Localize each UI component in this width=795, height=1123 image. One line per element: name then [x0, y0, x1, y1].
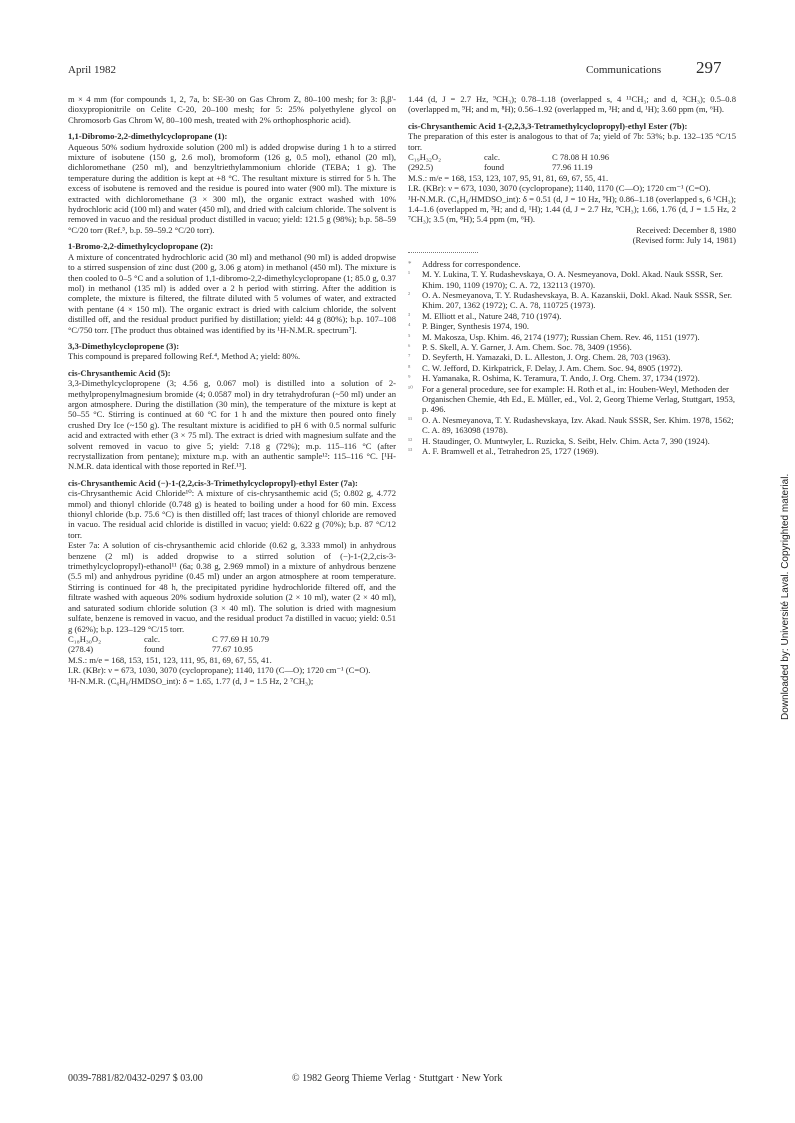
reference-item [408, 436, 736, 446]
reference-text: C. W. Jefford, D. Kirkpatrick, F. Delay, J. Am. Chem. Soc. 94, 8905 (1972). [422, 362, 683, 373]
body-paragraph: Aqueous 50% sodium hydroxide solution (200 ml) is added dropwise during 1 h to a stirred mixture of isobutene (150 g, 2.6 mol), bromoform (126 g, 0.5 mol), ethanol (20 ml), dichloromethane (250 ml), and benzyltriethylammonium chloride (TEBA; 1 g). The temperature during the addition is kept at +8 °C. The resultant mixture is stirred for 5 h. The excess of isobutene is removed and the residue is poured into water (900 ml). The mixture is extracted with dichloromethane (3 × 300 ml), the organic extract washed with 10% hydrochloric acid (100 ml) and water (450 ml), and dried with calcium chloride. The solvent is removed in vacuo and the residual product distilled in vacuo; yield: 121.5 g (98%); b.p. 58–59 °C/20 torr (Ref.⁵, b.p. 59–59.2 °C/20 torr). [68, 141, 396, 235]
reference-text: M. Y. Lukina, T. Y. Rudashevskaya, O. A. Nesmeyanova, Dokl. Akad. Nauk SSSR, Ser. Khim. 190, 1109 (1970); C. A. 72, 132113 (1970). [422, 269, 723, 290]
body-paragraph: ¹H-N.M.R. (C₆H₆/HMDSO_int): δ = 1.65, 1.77 (d, J = 1.5 Hz, 2 ⁷CH₃); [68, 675, 314, 686]
reference-text: P. Binger, Synthesis 1974, 190. [422, 321, 530, 332]
reference-item [408, 332, 736, 342]
analysis-row [408, 152, 736, 162]
page-number: 297 [696, 58, 722, 77]
body-paragraph: ¹H-N.M.R. (C₆H₆/HMDSO_int): δ = 0.51 (d, J = 10 Hz, ⁹H); 0.86–1.18 (overlapped s, 6 ¹CH₃); 1.4–1.6 (overlapped m, ³H; and d, ¹H); 1.44 (d, J = 2.7 Hz, ⁹CH₃); 1.66, 1.76 (d, J = 1.5 Hz, 2 ⁷CH₃); 3.5 (m, ⁸H); 5.4 ppm (m, ⁶H). [408, 193, 736, 225]
left-column [68, 94, 396, 686]
reference-number: ⁶ [408, 342, 411, 351]
download-watermark [768, 400, 791, 720]
reference-list [408, 259, 736, 457]
body-paragraph: Ester 7a: A solution of cis-chrysanthemic acid chloride (0.62 g, 3.333 mmol) in anhydrous benzene (2 ml) is added dropwise to a stirred solution of (−)-1-(2,2,cis-3-trimethylcyclopropyl)-ethanol¹¹ (6a; 0.38 g, 2.969 mmol) in a mixture of anhydrous benzene (5.5 ml) and anhydrous pyridine (0.45 ml) under an argon atmosphere at room temperature. Stirring is continued for 48 h, the precipitated pyridine hydrochloride filtered off, and the filtrate washed with aqueous 20% sodium hydroxide solution (2 × 10 ml), water (2 × 40 ml), and saturated sodium chloride solution (3 × 40 ml). The solution is dried with magnesium sulfate, benzene is removed in vacuo, and the residual product 7a distilled in vacuo; yield: 0.51 g (62%); b.p. 123–129 °C/15 torr. [68, 540, 396, 634]
analysis-cell: 77.67 10.95 [212, 644, 253, 655]
reference-number: ⁹ [408, 374, 411, 383]
analysis-cell: found [144, 644, 165, 655]
body-paragraph: The preparation of this ester is analogous to that of 7a; yield of 7b: 53%; b.p. 132–135 °C/15 torr. [408, 131, 736, 152]
reference-number: ¹⁰ [408, 384, 413, 393]
body-paragraph: I.R. (KBr): ν = 673, 1030, 3070 (cyclopropane); 1140, 1170 (C—O); 1720 cm⁻¹ (C=O). [408, 183, 711, 194]
running-head-section: Communications [586, 64, 662, 76]
reference-text: O. A. Nesmeyanova, T. Y. Rudashevskaya, B. A. Kazanskii, Dokl. Akad. Nauk SSSR, Ser. Khim. 207, 1362 (1972); C. A. 78, 110725 (1973). [422, 289, 732, 311]
reference-number: ⁷ [408, 353, 411, 362]
reference-number: ² [408, 290, 411, 299]
reference-item [408, 373, 736, 383]
analysis-cell: C 77.69 H 10.79 [212, 633, 270, 644]
body-paragraph: 1.44 (d, J = 2.7 Hz, ⁹CH₃); 0.78–1.18 (overlapped s, 4 ¹¹CH₃; and d, ²CH₃); 0.5–0.8 (overlapped m, ⁹H; and m, ⁸H); 0.56–1.92 (overlapped m, ³H; and d, ¹H); 3.60 ppm (m, ⁶H). [408, 94, 736, 115]
reference-item [408, 384, 736, 415]
body-paragraph: A mixture of concentrated hydrochloric acid (30 ml) and methanol (90 ml) is added dropwise to a stirred suspension of zinc dust (200 g, 3.06 g atom) in methanol (450 ml). The mixture is then cooled to 0–5 °C and a solution of 1,1-dibromo-2,2-dimethylcyclopropane (1; 85.0 g, 0.37 mol) in methanol (135 ml) is added over a 2 h period with stirring. After the addition is complete, the mixture is filtered, the filtrate diluted with 5 volumes of water, and extracted with pentane (4 × 150 ml). The organic extract is dried with calcium chloride, the solvent distilled off, and the residual product purified by distillation; yield: 44 g (80%); b.p. 107–108 °C/750 torr. [The product thus obtained was identified by its ¹H-N.M.R. spectrum⁷]. [68, 251, 396, 335]
references-divider [408, 252, 478, 259]
received-date: Received: December 8, 1980 [636, 224, 736, 235]
reference-item [408, 290, 736, 311]
reference-number: ¹ [408, 270, 411, 279]
reference-item [408, 259, 736, 269]
body-paragraph: M.S.: m/e = 168, 153, 123, 107, 95, 91, 81, 69, 67, 55, 41. [408, 172, 609, 183]
reference-item [408, 352, 736, 362]
reference-text: Address for correspondence. [422, 258, 521, 269]
reference-number: ³ [408, 311, 411, 320]
reference-text: P. S. Skell, A. Y. Garner, J. Am. Chem. Soc. 78, 3409 (1956). [422, 341, 632, 352]
reference-text: H. Yamanaka, R. Oshima, K. Teramura, T. Ando, J. Org. Chem. 37, 1734 (1972). [422, 373, 700, 384]
reference-number: ¹² [408, 436, 413, 445]
right-column-body [408, 94, 736, 246]
analysis-cell: calc. [484, 152, 500, 163]
footer-code: 0039-7881/82/0432-0297 $ 03.00 [68, 1073, 203, 1084]
reference-number: ⁴ [408, 322, 411, 331]
reference-item [408, 311, 736, 321]
body-paragraph: This compound is prepared following Ref.⁴, Method A; yield: 80%. [68, 351, 301, 362]
body-paragraph: 3,3-Dimethylcyclopropene (3; 4.56 g, 0.067 mol) is distilled into a solution of 2-methylpropenylmagnesium bromide (4; 0.0587 mol) in dry tetrahydrofuran (~50 ml) under an argon atmosphere. During the distillation (30 min), the temperature of the mixture is kept at 50–55 °C. Stirring is continued at 60 °C for 1 h and the mixture then poured onto finely crushed Dry Ice (~150 g). The resultant mixture is acidified to pH 6 with 0.5 normal sulfuric acid and extracted with ether (3 × 75 ml). The extract is dried with magnesium sulfate and the solvent removed in vacuo to give 5; yield: 7.18 g (72%); m.p. 115–116 °C (after recrystallization from pentane); mixture m.p. with an authentic sample¹²: 115–116 °C. [¹H-N.M.R. data identical with those reported in Ref.¹³]. [68, 378, 396, 472]
footer-copyright: © 1982 Georg Thieme Verlag · Stuttgart · New York [292, 1073, 503, 1084]
running-head-date: April 1982 [68, 64, 116, 76]
section-heading: cis-Chrysanthemic Acid (5): [68, 367, 171, 378]
analysis-cell: C 78.08 H 10.96 [552, 152, 610, 163]
analysis-cell: (278.4) [68, 644, 94, 655]
analysis-cell: calc. [144, 633, 160, 644]
analysis-cell: 77.96 11.19 [552, 162, 593, 173]
received-date: (Revised form: July 14, 1981) [632, 235, 736, 246]
reference-item [408, 446, 736, 456]
right-column [408, 94, 736, 456]
reference-text: M. Elliott et al., Nature 248, 710 (1974). [422, 310, 562, 321]
analysis-row [68, 644, 396, 654]
reference-text: O. A. Nesmeyanova, T. Y. Rudashevskaya, Izv. Akad. Nauk SSSR, Ser. Khim. 1978, 1562; C. A. 89, 163098 (1978). [422, 414, 734, 436]
reference-item [408, 321, 736, 331]
analysis-cell: C₁₉H₃₂O₂ [408, 152, 442, 163]
reference-number: ⁵ [408, 332, 411, 341]
body-paragraph: cis-Chrysanthemic Acid Chloride¹⁰: A mixture of cis-chrysanthemic acid (5; 0.802 g, 4.772 mmol) and thionyl chloride (0.748 g) is heated to boiling under a hood for 60 min. Excess thionyl chloride (b.p. 75.6 °C) is then distilled off; last traces of thionyl chloride are removed in vacuo. The residual acid chloride is distilled in vacuo; yield: 0.622 g (70%); b.p. 87 °C/12 torr. [68, 488, 396, 540]
reference-text: A. F. Bramwell et al., Tetrahedron 25, 1727 (1969). [422, 446, 599, 456]
body-paragraph: M.S.: m/e = 168, 153, 151, 123, 111, 95, 81, 69, 67, 55, 41. [68, 654, 272, 665]
reference-text: For a general procedure, see for example: H. Roth et al., in: Houben-Weyl, Methoden der Organischen Chemie, 4th Ed., E. Müller, ed., Vol. 2, Georg Thieme Verlag, Stuttgart, 1953, p. 496. [422, 383, 736, 415]
analysis-cell: found [484, 162, 505, 173]
reference-number: ⁸ [408, 363, 411, 372]
reference-item [408, 415, 736, 436]
section-heading: cis-Chrysanthemic Acid (−)-1-(2,2,cis-3-Trimethylcyclopropyl)-ethyl Ester (7a): [68, 477, 358, 488]
reference-text: M. Makosza, Usp. Khim. 46, 2174 (1977); Russian Chem. Rev. 46, 1151 (1977). [422, 331, 700, 342]
analysis-cell: C₁₈H₃₀O₂ [68, 633, 102, 644]
reference-item [408, 342, 736, 352]
section-heading: 1,1-Dibromo-2,2-dimethylcyclopropane (1): [68, 131, 228, 142]
body-paragraph: m × 4 mm (for compounds 1, 2, 7a, b: SE-30 on Gas Chrom Z, 80–100 mesh; for 3: β,β'-dioxypropionitrile on Celite C-20, 20–100 mesh; for 5: 25% polyethylene glycol on Chromosorb Gas Chrom W, 80–100 mesh, treated with 2% orthophosphoric acid). [68, 94, 396, 125]
analysis-cell: (292.5) [408, 162, 434, 173]
download-note: Downloaded by: Université Laval. Copyrighted material. [780, 473, 791, 720]
reference-item [408, 363, 736, 373]
section-heading: cis-Chrysanthemic Acid 1-(2,2,3,3-Tetramethylcyclopropyl)-ethyl Ester (7b): [408, 120, 688, 131]
section-heading: 1-Bromo-2,2-dimethylcyclopropane (2): [68, 241, 214, 252]
reference-number: ¹³ [408, 447, 413, 455]
analysis-row [68, 634, 396, 644]
body-paragraph: I.R. (KBr): ν = 673, 1030, 3070 (cyclopropane); 1140, 1170 (C—O); 1720 cm⁻¹ (C=O). [68, 665, 371, 676]
reference-item [408, 269, 736, 290]
reference-number: * [408, 259, 412, 268]
section-heading: 3,3-Dimethylcyclopropene (3): [68, 340, 180, 351]
analysis-row [408, 162, 736, 172]
reference-text: H. Staudinger, O. Muntwyler, L. Ruzicka, S. Seibt, Helv. Chim. Acta 7, 390 (1924). [422, 435, 710, 446]
reference-text: D. Seyferth, H. Yamazaki, D. L. Alleston, J. Org. Chem. 28, 703 (1963). [422, 352, 671, 363]
reference-number: ¹¹ [408, 415, 413, 424]
